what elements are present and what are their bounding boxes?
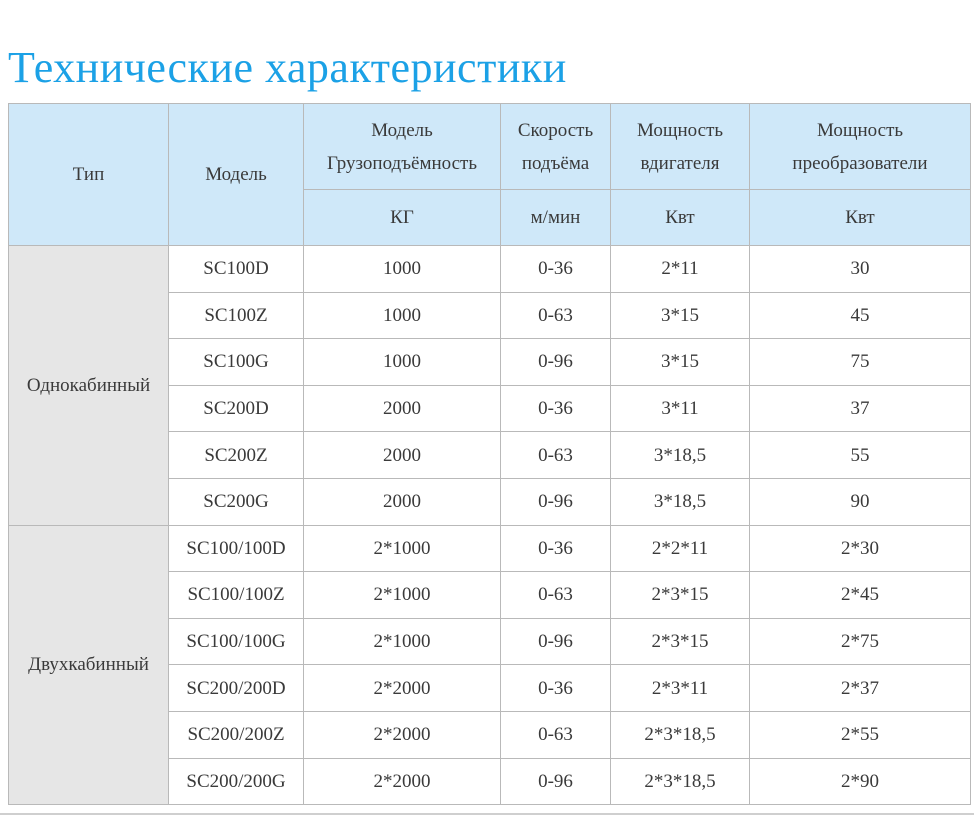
cell-capacity: 2000 xyxy=(304,478,501,525)
cell-model: SC200Z xyxy=(169,432,304,479)
cell-motor: 2*3*11 xyxy=(611,665,750,712)
cell-speed: 0-36 xyxy=(501,246,611,293)
cell-speed: 0-63 xyxy=(501,292,611,339)
cell-motor: 3*11 xyxy=(611,385,750,432)
cell-capacity: 2000 xyxy=(304,432,501,479)
cell-motor: 3*18,5 xyxy=(611,478,750,525)
cell-model: SC100Z xyxy=(169,292,304,339)
cell-motor: 2*3*15 xyxy=(611,572,750,619)
table-header xyxy=(9,104,971,246)
header-inverter-line1: Мощность xyxy=(816,119,904,141)
header-motor-line1: Мощность xyxy=(636,119,724,141)
cell-speed: 0-63 xyxy=(501,432,611,479)
cell-speed: 0-96 xyxy=(501,758,611,805)
spec-table xyxy=(8,103,971,805)
header-capacity-line1: Модель xyxy=(371,119,433,141)
cell-model: SC200/200G xyxy=(169,758,304,805)
bottom-divider xyxy=(0,813,974,815)
cell-inverter: 2*30 xyxy=(750,525,971,572)
cell-motor: 2*3*18,5 xyxy=(611,758,750,805)
cell-capacity: 2000 xyxy=(304,385,501,432)
header-inverter xyxy=(750,104,971,190)
cell-speed: 0-96 xyxy=(501,478,611,525)
header-inverter-line2: преобразователи xyxy=(792,152,928,174)
cell-inverter: 45 xyxy=(750,292,971,339)
header-speed-line1: Скорость xyxy=(517,119,594,141)
cell-model: SC200D xyxy=(169,385,304,432)
cell-capacity: 1000 xyxy=(304,292,501,339)
unit-capacity: КГ xyxy=(304,190,501,246)
cell-motor: 2*3*15 xyxy=(611,618,750,665)
cell-capacity: 2*1000 xyxy=(304,618,501,665)
header-motor-line2: вдигателя xyxy=(640,152,720,174)
unit-speed: м/мин xyxy=(501,190,611,246)
cell-motor: 3*15 xyxy=(611,292,750,339)
cell-capacity: 1000 xyxy=(304,246,501,293)
header-capacity-line2: Грузоподъёмность xyxy=(326,152,478,174)
header-type: Тип xyxy=(9,104,169,246)
header-speed xyxy=(501,104,611,190)
table-row xyxy=(9,525,971,572)
cell-inverter: 2*55 xyxy=(750,711,971,758)
cell-inverter: 2*37 xyxy=(750,665,971,712)
cell-speed: 0-63 xyxy=(501,711,611,758)
page-title: Технические характеристики xyxy=(8,43,567,92)
unit-motor: Квт xyxy=(611,190,750,246)
cell-model: SC200/200Z xyxy=(169,711,304,758)
cell-speed: 0-96 xyxy=(501,339,611,386)
group-label-double-cabin: Двухкабинный xyxy=(9,525,169,805)
cell-model: SC100G xyxy=(169,339,304,386)
cell-speed: 0-36 xyxy=(501,385,611,432)
cell-inverter: 2*75 xyxy=(750,618,971,665)
cell-inverter: 37 xyxy=(750,385,971,432)
cell-motor: 2*11 xyxy=(611,246,750,293)
cell-motor: 3*18,5 xyxy=(611,432,750,479)
cell-speed: 0-63 xyxy=(501,572,611,619)
header-motor xyxy=(611,104,750,190)
cell-inverter: 2*90 xyxy=(750,758,971,805)
cell-speed: 0-36 xyxy=(501,665,611,712)
header-row xyxy=(9,104,971,190)
cell-model: SC100/100G xyxy=(169,618,304,665)
unit-inverter: Квт xyxy=(750,190,971,246)
cell-model: SC100D xyxy=(169,246,304,293)
header-model: Модель xyxy=(169,104,304,246)
cell-speed: 0-96 xyxy=(501,618,611,665)
table-row xyxy=(9,246,971,293)
cell-model: SC200/200D xyxy=(169,665,304,712)
cell-capacity: 2*2000 xyxy=(304,665,501,712)
cell-motor: 2*3*18,5 xyxy=(611,711,750,758)
cell-capacity: 2*2000 xyxy=(304,758,501,805)
cell-inverter: 75 xyxy=(750,339,971,386)
cell-inverter: 90 xyxy=(750,478,971,525)
cell-capacity: 2*2000 xyxy=(304,711,501,758)
cell-model: SC200G xyxy=(169,478,304,525)
cell-capacity: 2*1000 xyxy=(304,572,501,619)
header-speed-line2: подъёма xyxy=(521,152,590,174)
cell-capacity: 2*1000 xyxy=(304,525,501,572)
cell-inverter: 2*45 xyxy=(750,572,971,619)
header-capacity xyxy=(304,104,501,190)
cell-speed: 0-36 xyxy=(501,525,611,572)
cell-model: SC100/100Z xyxy=(169,572,304,619)
cell-capacity: 1000 xyxy=(304,339,501,386)
cell-motor: 2*2*11 xyxy=(611,525,750,572)
cell-inverter: 30 xyxy=(750,246,971,293)
cell-inverter: 55 xyxy=(750,432,971,479)
cell-model: SC100/100D xyxy=(169,525,304,572)
group-label-single-cabin: Однокабинный xyxy=(9,246,169,526)
cell-motor: 3*15 xyxy=(611,339,750,386)
table-body xyxy=(9,246,971,805)
